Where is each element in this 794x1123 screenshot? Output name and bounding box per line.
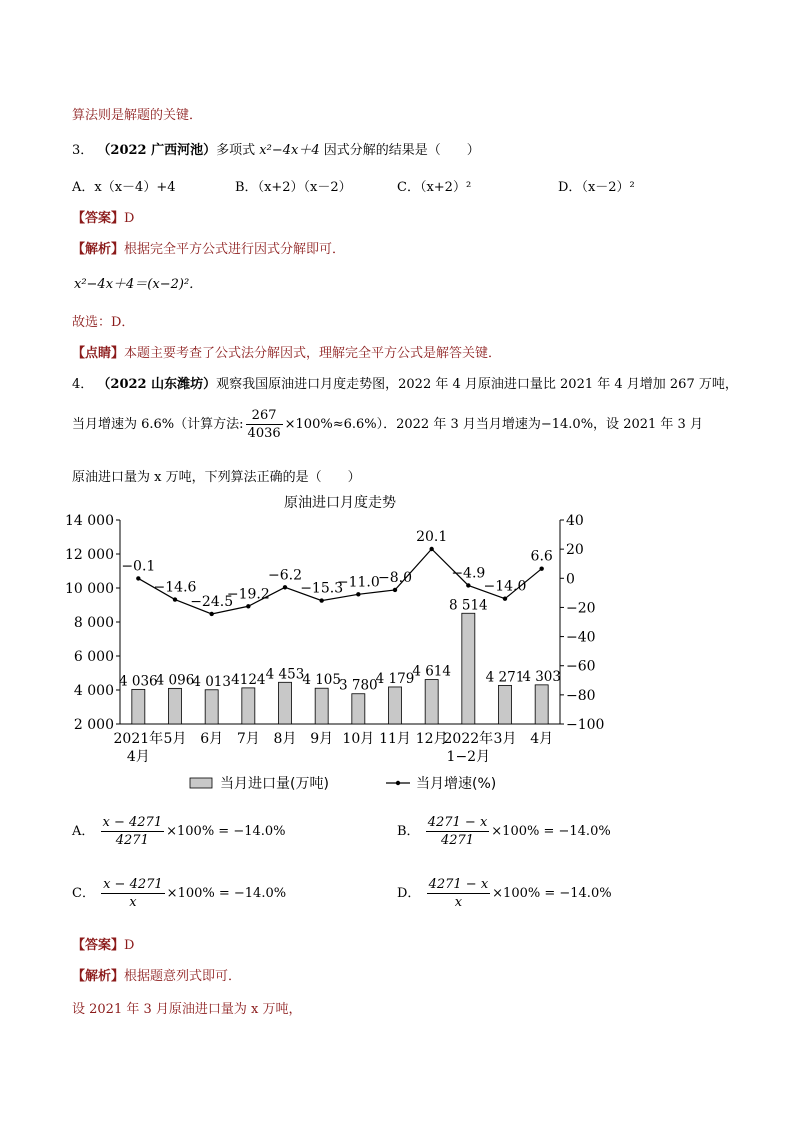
- answer-tag: 【答案】: [72, 938, 125, 953]
- analysis-text: 根据题意列式即可．: [124, 969, 242, 984]
- bar-value-label: 4 096: [155, 672, 195, 689]
- q3-stem-a: 多项式: [216, 143, 260, 158]
- growth-value-label: −19.2: [226, 586, 270, 603]
- q3-work: x²−4x＋4＝(x−2)²．: [74, 277, 203, 292]
- x-tick-label: 2022年: [443, 731, 494, 747]
- growth-value-label: 20.1: [416, 528, 448, 545]
- growth-point: [246, 604, 250, 608]
- bar-value-label: 8 514: [449, 597, 488, 614]
- q3-comment: [72, 342, 501, 361]
- left-tick-label: 14 000: [65, 513, 114, 529]
- x-tick-label: 7月: [236, 731, 260, 747]
- comment-text: 本题主要考查了公式法分解因式，理解完全平方公式是解答关键．: [124, 346, 502, 361]
- growth-value-label: −15.3: [300, 580, 344, 597]
- growth-point: [466, 583, 470, 587]
- x-tick-label: 12月: [415, 731, 448, 747]
- bar: [279, 682, 292, 724]
- comment-tag: 【点睛】: [72, 346, 125, 361]
- x-tick-label: 5月: [163, 731, 187, 747]
- q4-fraction: $\frac{267}{4036}$: [247, 408, 281, 441]
- bar: [535, 685, 548, 724]
- left-tick-label: 10 000: [65, 581, 114, 597]
- right-tick-label: 0: [566, 571, 575, 588]
- q3-stem: [72, 139, 480, 158]
- q4-stem-line1: [72, 373, 738, 392]
- growth-value-label: −8.0: [378, 569, 412, 586]
- q4-line1: 观察我国原油进口月度走势图，2022 年 4 月原油进口量比 2021 年 4 月增加 267 万吨，: [216, 377, 738, 392]
- growth-value-label: −0.1: [121, 558, 156, 575]
- growth-value-label: −24.5: [190, 593, 234, 610]
- bar-value-label: 4 614: [412, 663, 451, 680]
- growth-point: [136, 576, 140, 580]
- bar-value-label: 4 036: [119, 673, 158, 690]
- q3-option-c[interactable]: C．（x+2）²: [397, 180, 472, 195]
- q4-number: 4．: [72, 377, 94, 392]
- growth-point: [173, 597, 177, 601]
- q3-answer: [72, 207, 134, 226]
- bar-value-label: 3 780: [339, 677, 378, 694]
- answer-value: D: [124, 938, 135, 953]
- left-tick-label: 6 000: [73, 649, 114, 665]
- x-tick-label: 9月: [310, 731, 334, 747]
- bar-value-label: 4 013: [192, 673, 231, 690]
- q3-analysis: [72, 238, 345, 257]
- q3-choose: 故选：D．: [72, 315, 135, 330]
- left-tick-label: 2 000: [73, 717, 114, 733]
- growth-point: [319, 598, 323, 602]
- bar-value-label: 4 303: [522, 668, 561, 685]
- analysis-text: 根据完全平方公式进行因式分解即可．: [124, 242, 346, 257]
- left-tick-label: 12 000: [65, 547, 114, 563]
- right-tick-label: −20: [566, 600, 596, 617]
- growth-value-label: −11.0: [336, 574, 380, 591]
- growth-value-label: −4.9: [451, 565, 486, 582]
- x-tick-label: 11月: [379, 731, 411, 747]
- q4-option-a[interactable]: A． $\frac{x - 4271}{4271}$ ×100% = −14.0%: [72, 815, 286, 848]
- right-tick-label: −80: [566, 687, 596, 704]
- answer-tag: 【答案】: [72, 211, 125, 226]
- bar: [425, 680, 438, 724]
- q3-option-d[interactable]: D．（x－2）²: [558, 180, 635, 195]
- x-tick-label: 2021年: [113, 731, 164, 747]
- growth-value-label: −6.2: [268, 567, 302, 584]
- legend-bar-swatch: [190, 778, 212, 788]
- growth-value-label: 6.6: [530, 548, 553, 565]
- right-tick-label: −100: [566, 717, 605, 733]
- legend-line-marker: [396, 781, 400, 785]
- chart-title: 原油进口月度走势: [284, 495, 396, 511]
- left-tick-label: 8 000: [73, 615, 114, 631]
- q4-source: （2022 山东潍坊）: [97, 377, 217, 392]
- x-tick-label: 3月: [493, 731, 517, 747]
- left-tick-label: 4 000: [73, 683, 114, 699]
- growth-point: [393, 588, 397, 592]
- q3-number: 3．: [72, 143, 94, 158]
- analysis-tag: 【解析】: [72, 969, 125, 984]
- q3-option-b[interactable]: B．（x+2）（x－2）: [235, 180, 352, 195]
- x-tick-label: 10月: [342, 731, 375, 747]
- growth-point: [283, 585, 287, 589]
- q4-option-b[interactable]: B． $\frac{4271 - x}{4271}$ ×100% = −14.0%: [397, 815, 611, 848]
- bar: [205, 690, 218, 724]
- q3-stem-b: 因式分解的结果是（ ）: [319, 143, 480, 158]
- growth-point: [429, 547, 433, 551]
- growth-point: [356, 592, 360, 596]
- x-tick-label: 6月: [200, 731, 224, 747]
- q3-option-a[interactable]: A．x（x－4）+4: [72, 180, 176, 195]
- analysis-tag: 【解析】: [72, 242, 125, 257]
- bar: [315, 688, 328, 724]
- q4-option-d[interactable]: D． $\frac{4271 - x}{x}$ ×100% = −14.0%: [397, 877, 612, 910]
- bar: [462, 613, 475, 724]
- right-tick-label: −60: [566, 658, 596, 675]
- crude-oil-import-chart: [60, 488, 620, 808]
- x-tick-label: 4月: [530, 731, 554, 747]
- right-tick-label: −40: [566, 629, 596, 646]
- growth-point: [209, 612, 213, 616]
- answer-value: D: [124, 211, 135, 226]
- q3-source: （2022 广西河池）: [97, 143, 217, 158]
- bar: [132, 689, 145, 724]
- q4-line2a: 当月增速为 6.6%（计算方法:: [72, 417, 244, 432]
- q4-answer: [72, 934, 134, 953]
- growth-value-label: −14.0: [483, 578, 527, 595]
- legend-bar-label: 当月进口量(万吨): [220, 776, 329, 792]
- growth-point: [503, 596, 507, 600]
- x-tick-label: 8月: [273, 731, 297, 747]
- q4-stem-line3: 原油进口量为 x 万吨，下列算法正确的是（ ）: [72, 470, 361, 485]
- bar-value-label: 4 453: [265, 666, 305, 683]
- bar-value-label: 4 105: [302, 672, 341, 689]
- bar-value-label: 4 271: [485, 669, 525, 686]
- bar-value-label: 4 179: [375, 670, 415, 687]
- q4-analysis: [72, 965, 241, 984]
- legend-line-label: 当月增速(%): [416, 776, 497, 792]
- bar: [169, 688, 182, 724]
- growth-point: [539, 566, 543, 570]
- growth-value-label: −14.6: [153, 579, 197, 596]
- right-tick-label: 20: [566, 542, 584, 559]
- bar: [389, 687, 402, 724]
- right-tick-label: 40: [566, 513, 584, 529]
- bar: [352, 694, 365, 724]
- bar: [499, 685, 512, 724]
- bar: [242, 688, 255, 724]
- x-tick-label: 1−2月: [446, 749, 491, 765]
- q4-option-c[interactable]: C． $\frac{x - 4271}{x}$ ×100% = −14.0%: [72, 877, 287, 910]
- x-tick-label: 4月: [126, 749, 150, 765]
- q3-expression: x²−4x＋4: [259, 143, 320, 158]
- q4-line2b: ×100%≈6.6%）．2022 年 3 月当月增速为−14.0%，设 2021 年 3 月: [284, 417, 703, 432]
- bar-value-label: 4124: [231, 671, 266, 688]
- q4-stem-line2: [72, 407, 703, 442]
- top-text: 算法则是解题的关键．: [72, 108, 203, 123]
- q4-last-line: 设 2021 年 3 月原油进口量为 x 万吨，: [72, 1002, 302, 1017]
